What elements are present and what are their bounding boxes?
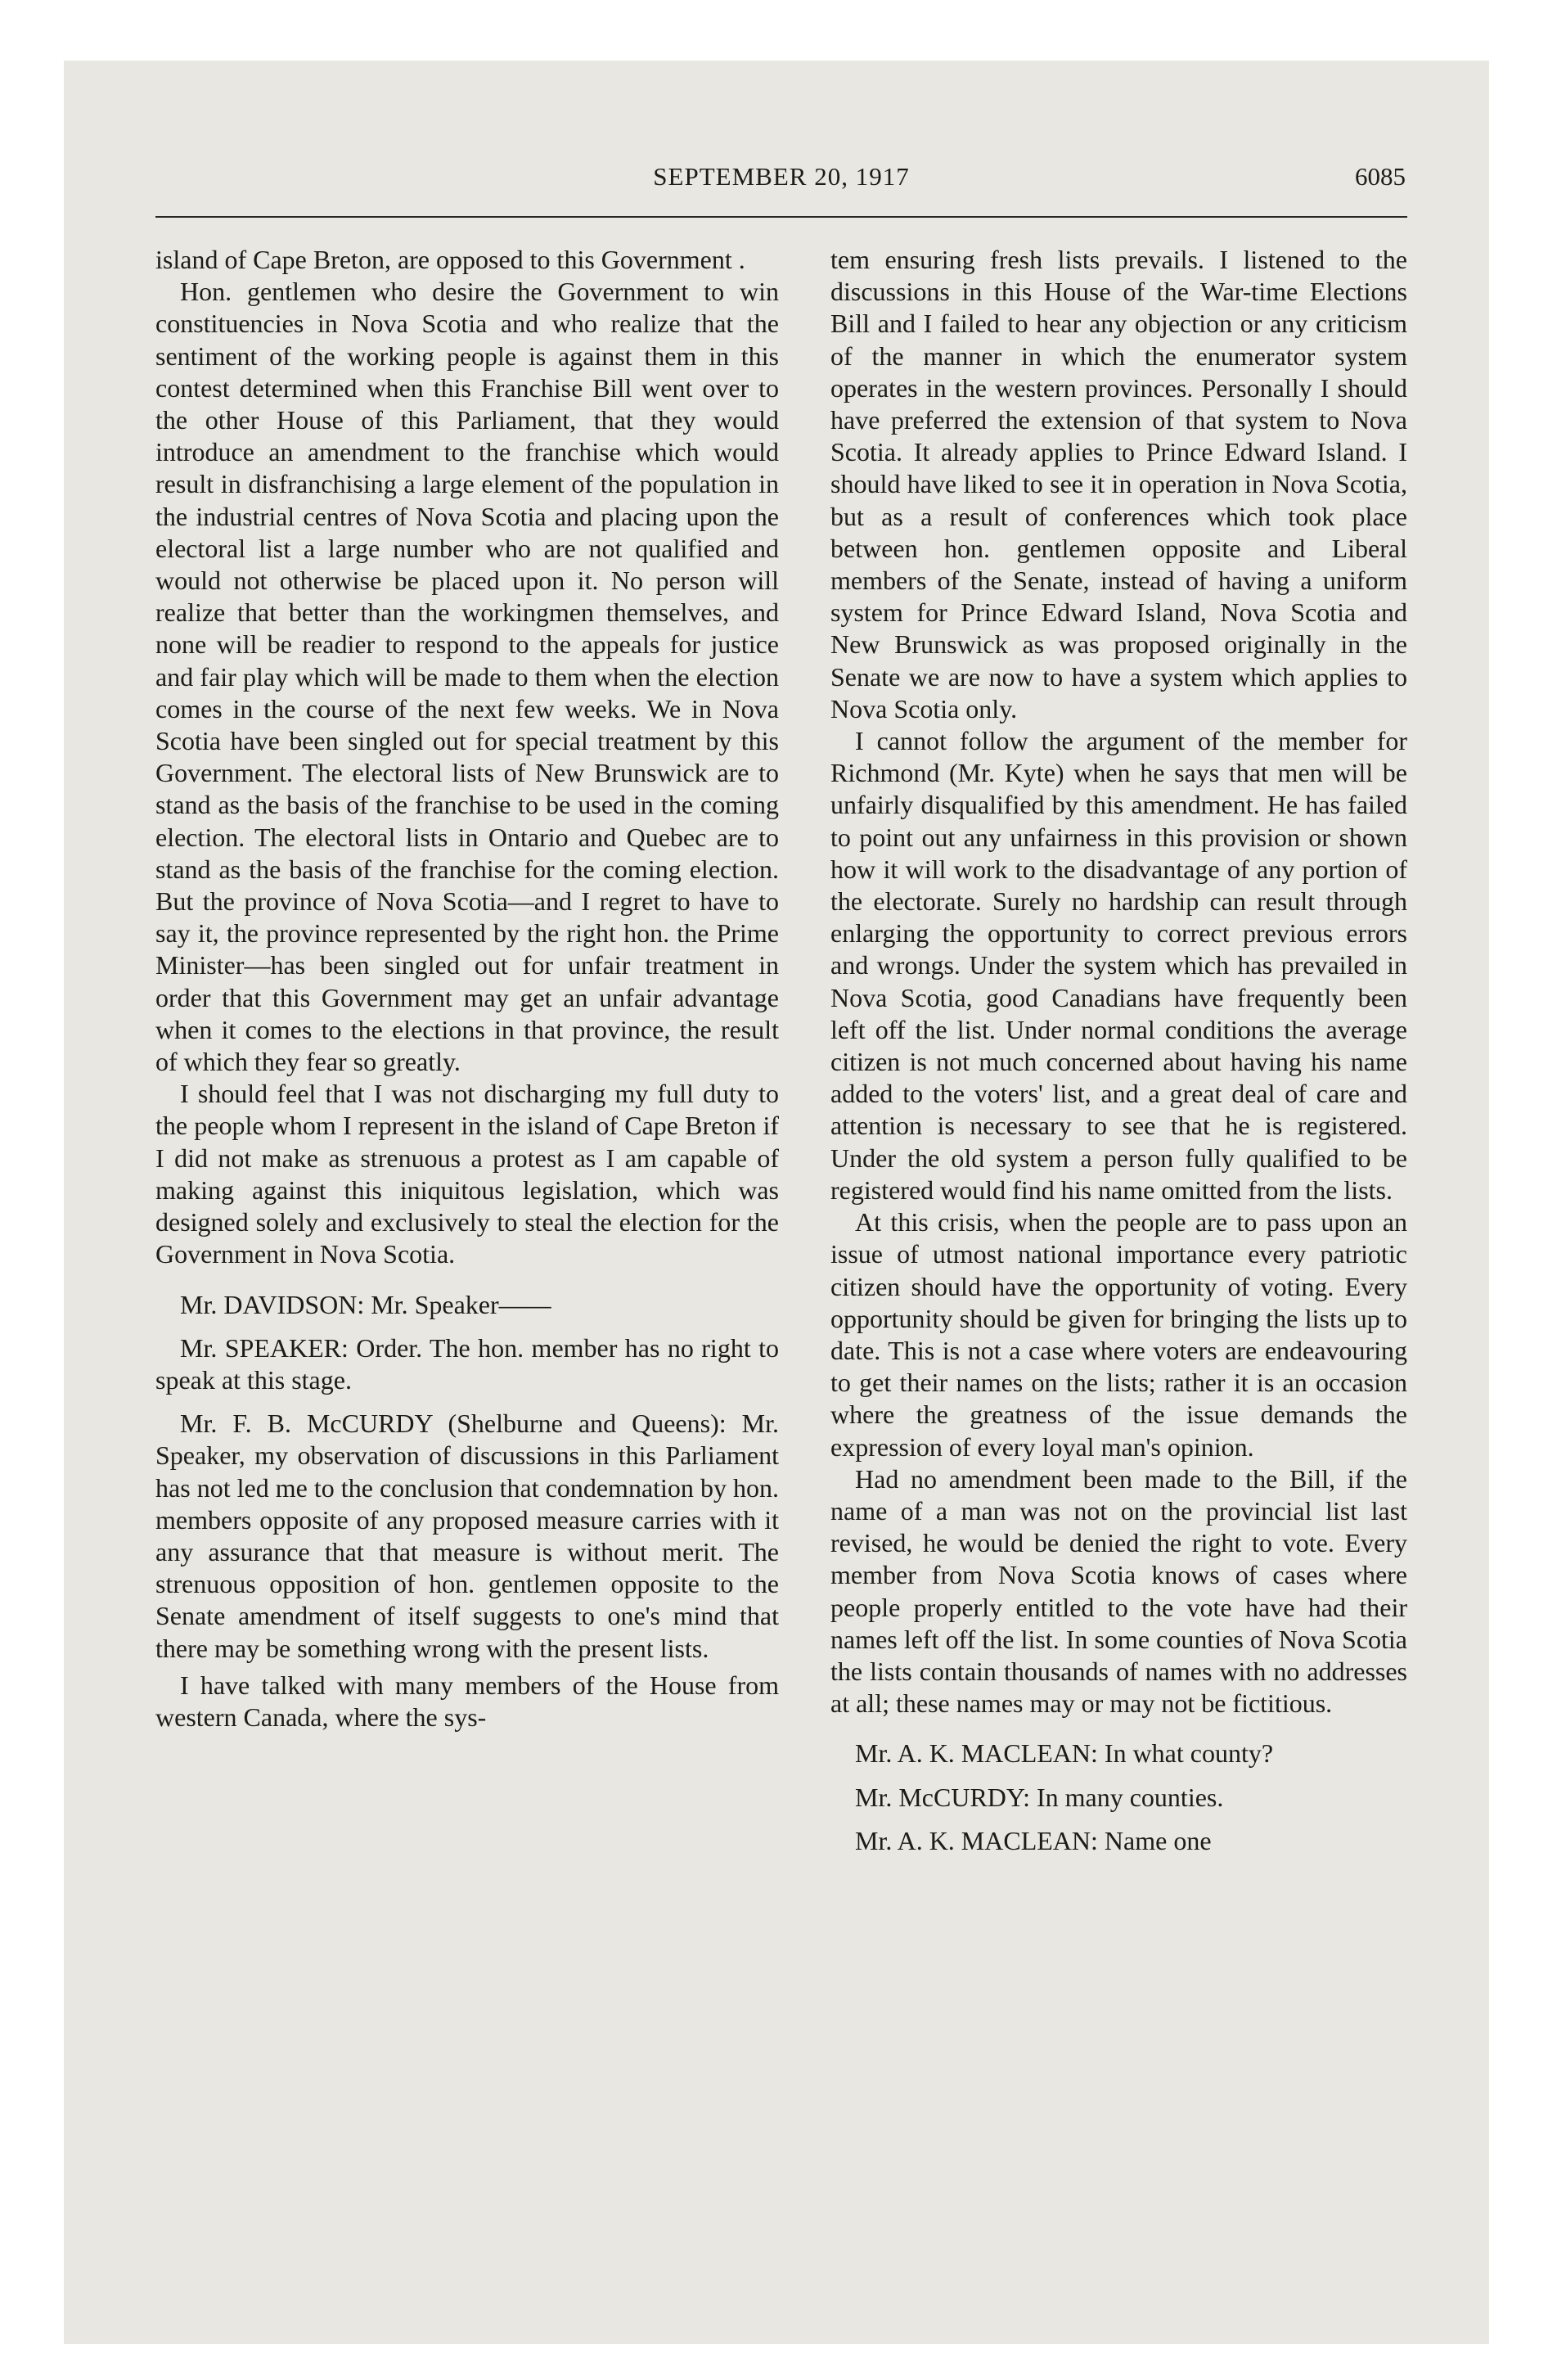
- speaker-line: Mr. SPEAKER: Order. The hon. member has no right to speak at this stage.: [155, 1332, 779, 1395]
- speaker-line: Mr. A. K. MACLEAN: Name one: [855, 1825, 1212, 1855]
- right-column: [830, 244, 1407, 2241]
- header-rule: [155, 216, 1407, 218]
- paragraph-continued: tem ensuring fresh lists prevails. I listened to the discussions in this House of the War-time Elections Bill and I failed to hear any objection or any criticism of the manner in which the enumerator system operates in the western provinces. Personally I should have preferred the extension of that system to Nova Scotia. It already applies to Prince Edward Island. I should have liked to see it in operation in Nova Scotia, but as a result of conferences which took place between hon. gentlemen opposite and Liberal members of the Senate, instead of having a uniform system for Prince Edward Island, Nova Scotia and New Brunswick as was proposed originally in the Senate we are now to have a system which applies to Nova Scotia only.: [830, 245, 1407, 723]
- paragraph-continued: island of Cape Breton, are opposed to this Government .: [155, 245, 745, 274]
- speaker-line: Mr. McCURDY: In many counties.: [855, 1782, 1224, 1812]
- left-column: [155, 244, 779, 2241]
- speaker-paragraph: Mr. F. B. McCURDY (Shelburne and Queens): Mr. Speaker, my observation of discussions in this Parliament has not led me to the conclusion that condemnation by hon. members opposite of any proposed measure carries with it any assurance that that measure is without merit. The strenuous opposition of hon. gentlemen opposite to the Senate amendment of itself suggests to one's mind that there may be something wrong with the present lists.: [155, 1409, 779, 1663]
- page-header: [155, 162, 1407, 196]
- paragraph: Had no amendment been made to the Bill, if the name of a man was not on the provincial list last revised, he would be denied the right to vote. Every member from Nova Scotia knows of cases where people properly entitled to the vote have had their names left off the list. In some counties of Nova Scotia the lists contain thousands of names with no addresses at all; these names may or may not be fictitious.: [830, 1463, 1407, 1719]
- speaker-line: Mr. DAVIDSON: Mr. Speaker——: [180, 1289, 551, 1319]
- paragraph: Hon. gentlemen who desire the Government to win constituencies in Nova Scotia and who realize that the sentiment of the working people is against them in this contest determined when this Franchise Bill went over to the other House of this Parliament, that they would introduce an amendment to the franchise which would result in disfranchising a large element of the population in the industrial centres of Nova Scotia and placing upon the electoral list a large number who are not qualified and would not otherwise be placed upon it. No person will realize that better than the workingmen themselves, and none will be readier to respond to the appeals for justice and fair play which will be made to them when the election comes in the course of the next few weeks. We in Nova Scotia have been singled out for special treatment by this Government. The electoral lists of New Brunswick are to stand as the basis of the franchise to be used in the coming election. The electoral lists in Ontario and Quebec are to stand as the basis of the franchise for the coming election. But the province of Nova Scotia—and I regret to have to say it, the province represented by the right hon. the Prime Minister—has been singled out for unfair treatment in order that this Government may get an unfair advantage when it comes to the elections in that province, the result of which they fear so greatly.: [155, 277, 779, 1077]
- paragraph: I cannot follow the argument of the member for Richmond (Mr. Kyte) when he says that men will be unfairly disqualified by this amendment. He has failed to point out any unfairness in this provision or shown how it will work to the disadvantage of any portion of the electorate. Surely no hardship can result through enlarging the opportunity to correct previous errors and wrongs. Under the system which has prevailed in Nova Scotia, good Canadians have frequently been left off the list. Under normal conditions the average citizen is not much concerned about having his name added to the voters' list, and a great deal of care and attention is necessary to see that he is registered. Under the old system a person fully qualified to be registered would find his name omitted from the lists.: [830, 726, 1407, 1205]
- paragraph: At this crisis, when the people are to pass upon an issue of utmost national importance every patriotic citizen should have the opportunity of voting. Every opportunity should be given for bringing the lists up to date. This is not a case where voters are endeavouring to get their names on the lists; rather it is an occasion where the greatness of the issue demands the expression of every loyal man's opinion.: [830, 1207, 1407, 1462]
- paragraph: I have talked with many members of the House from western Canada, where the sys-: [155, 1670, 779, 1732]
- paragraph: I should feel that I was not discharging my full duty to the people whom I represent in the island of Cape Breton if I did not make as strenuous a protest as I am capable of making against this iniquitous legislation, which was designed solely and exclusively to steal the election for the Government in Nova Scotia.: [155, 1079, 779, 1269]
- page-number: 6085: [1355, 162, 1406, 191]
- header-date: SEPTEMBER 20, 1917: [653, 162, 910, 191]
- speaker-line: Mr. A. K. MACLEAN: In what county?: [855, 1738, 1274, 1769]
